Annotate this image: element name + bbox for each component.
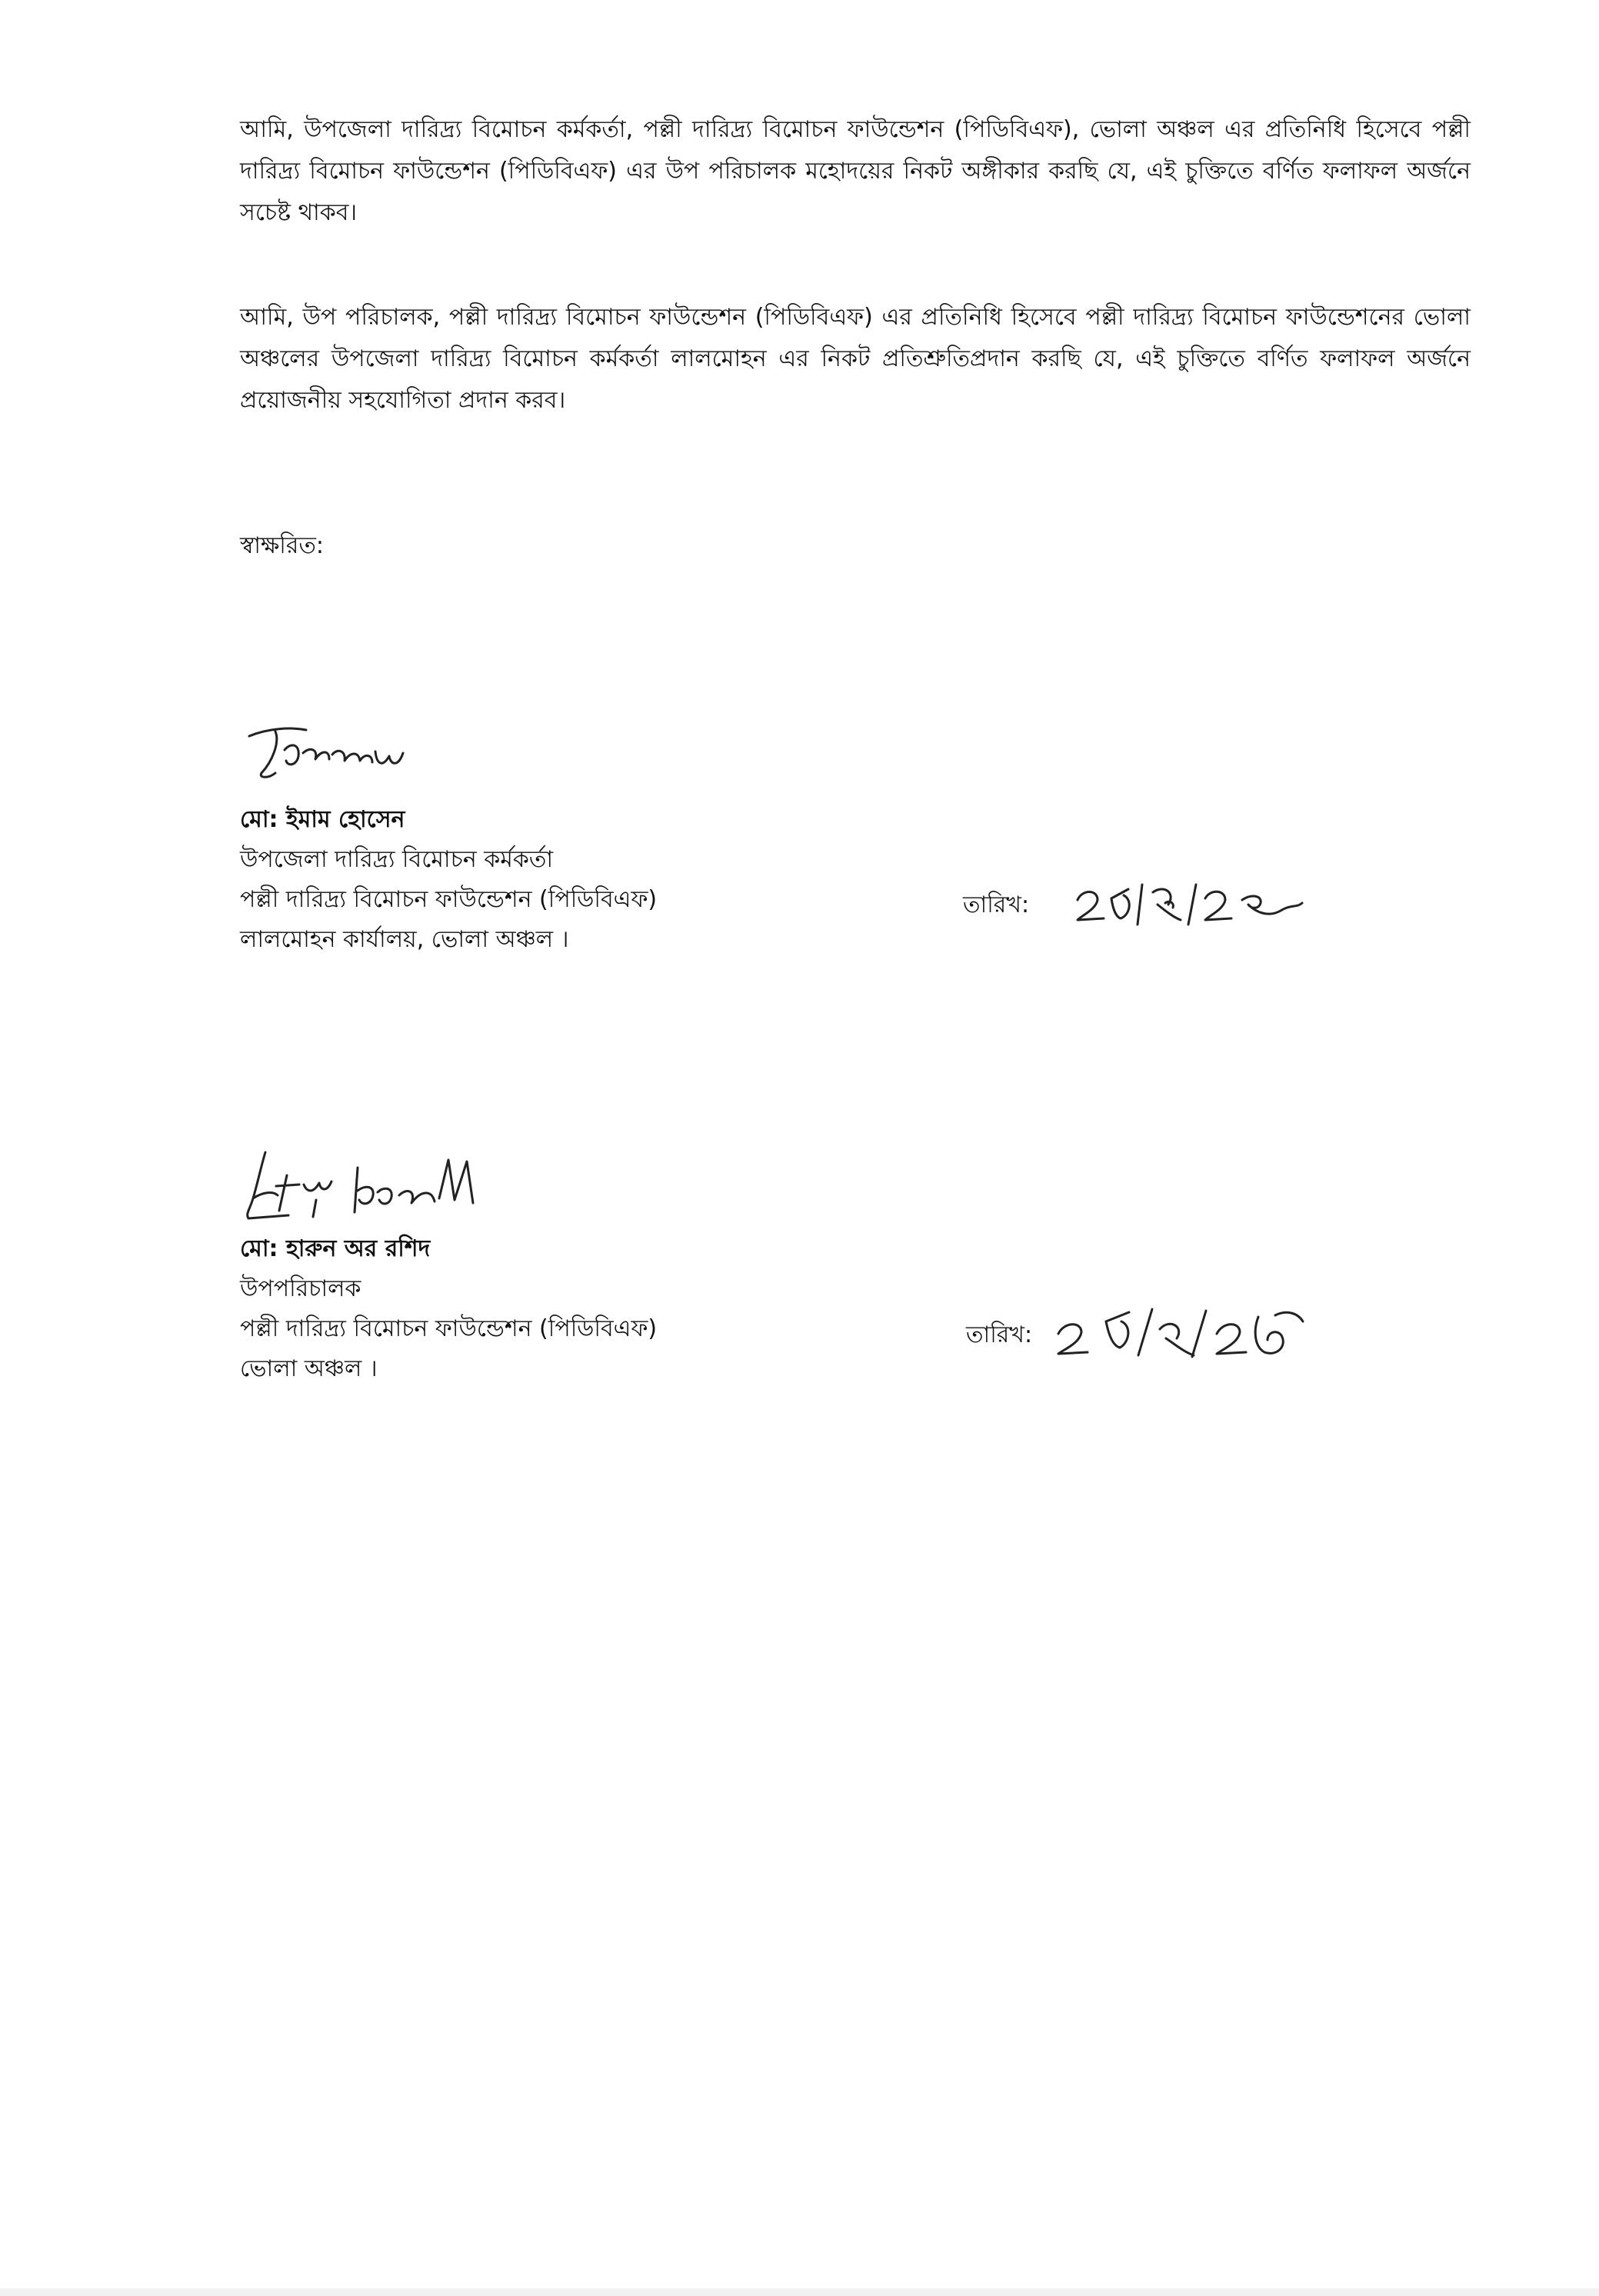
signed-label: স্বাক্ষরিত: (240, 532, 324, 559)
page-bottom-edge (0, 2288, 1599, 2296)
signatory-1-designation: উপজেলা দারিদ্র্য বিমোচন কর্মকর্তা (240, 846, 554, 873)
signatory-2-block (240, 1229, 657, 1389)
date-label-2: তারিখ: (966, 1321, 1033, 1348)
signatory-1-office: লালমোহন কার্যালয়, ভোলা অঞ্চল । (240, 926, 569, 953)
signature-1-image (245, 719, 421, 788)
signatory-2-designation: উপপরিচালক (240, 1275, 361, 1302)
signatory-2-name: মো: হারুন অর রশিদ (240, 1235, 431, 1262)
date-label-1: তারিখ: (963, 891, 1030, 918)
commitment-paragraph-upazila-officer: আমি, উপজেলা দারিদ্র্য বিমোচন কর্মকর্তা, পল্লী দারিদ্র্য বিমোচন ফাউন্ডেশন (পিডিবিএফ), ভোলা অঞ্চল এর প্রতিনিধি হিসেবে পল্লী দারিদ্র্য বিমোচন ফাউন্ডেশন (পিডিবিএফ) এর উপ পরিচালক মহোদয়ের নিকট অঙ্গীকার করছি যে, এই চুক্তিতে বর্ণিত ফলাফল অর্জনে সচেষ্ট থাকব। (240, 116, 1471, 226)
handwritten-date-1 (1073, 877, 1311, 931)
signatory-1-organization: পল্লী দারিদ্র্য বিমোচন ফাউন্ডেশন (পিডিবিএফ) (240, 886, 658, 913)
signatory-2-organization: পল্লী দারিদ্র্য বিমোচন ফাউন্ডেশন (পিডিবিএফ) (240, 1315, 658, 1342)
signatory-1-block (240, 800, 657, 960)
signatory-2-office: ভোলা অঞ্চল । (240, 1355, 378, 1382)
signatory-1-name: মো: ইমাম হোসেন (240, 806, 405, 833)
commitment-paragraph-deputy-director: আমি, উপ পরিচালক, পল্লী দারিদ্র্য বিমোচন ফাউন্ডেশন (পিডিবিএফ) এর প্রতিনিধি হিসেবে পল্লী দারিদ্র্য বিমোচন ফাউন্ডেশনের ভোলা অঞ্চলের উপজেলা দারিদ্র্য বিমোচন কর্মকর্তা লালমোহন এর নিকট প্রতিশ্রুতিপ্রদান করছি যে, এই চুক্তিতে বর্ণিত ফলাফল অর্জনে প্রয়োজনীয় সহযোগিতা প্রদান করব। (240, 304, 1471, 414)
handwritten-date-2 (1052, 1298, 1314, 1368)
signature-2-image (242, 1145, 504, 1229)
